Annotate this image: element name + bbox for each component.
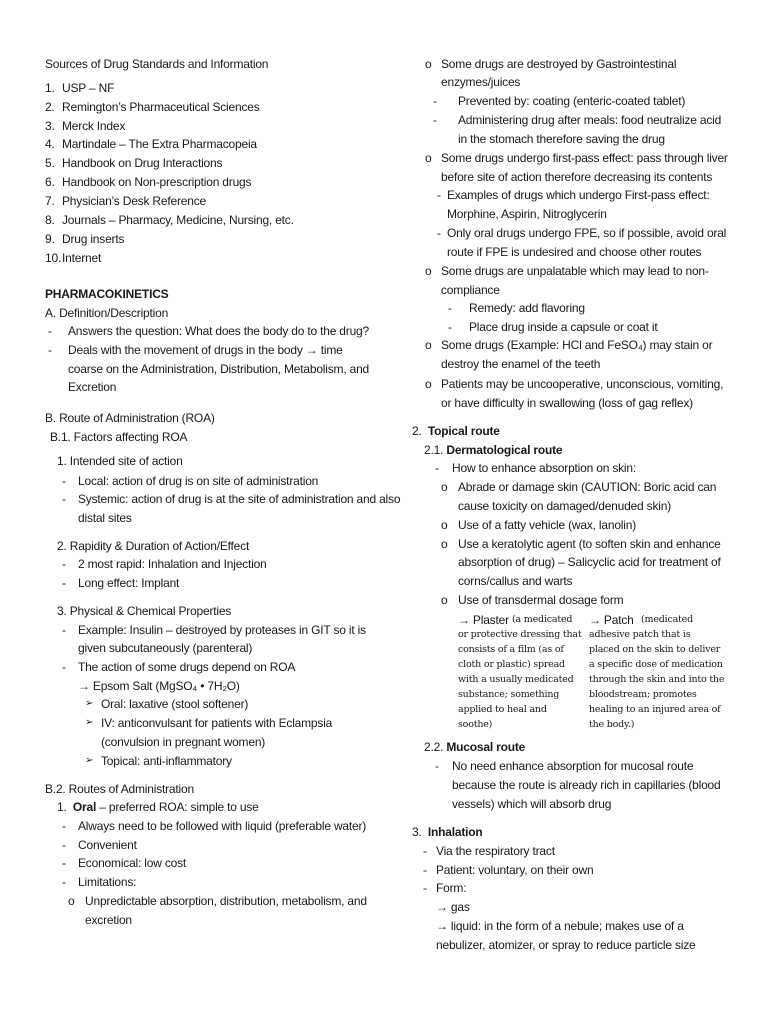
dash-bullet: - [423,844,427,858]
dash-bullet: - [435,461,439,475]
list-item: USP – NF [62,81,115,95]
definition-line: applied to heal and [458,704,547,715]
subheading-definition: A. Definition/Description [45,306,169,320]
list-number: 9. [45,232,55,246]
dash-bullet: - [62,819,66,833]
list-item-continued: excretion [85,913,132,927]
dash-bullet: - [62,623,66,637]
list-item-continued: coarse on the Administration, Distribution, Metabolism, and [68,362,370,376]
list-item: Economical: low cost [78,856,187,870]
dash-bullet: - [433,94,437,108]
list-item: Journals – Pharmacy, Medicine, Nursing, etc. [62,213,294,227]
definition-term: → Patch [589,613,634,627]
list-item-continued: compliance [441,283,500,297]
definition-line: a specific dose of medication [589,659,723,670]
list-item: Handbook on Non-prescription drugs [62,175,252,189]
list-item: Systemic: action of drug is at the site of administration and also [78,492,401,506]
list-item-continued: given subcutaneously (parenteral) [78,641,253,655]
circle-bullet-icon: o [441,593,448,607]
definition-line: bloodstream; promotes [589,689,697,700]
list-item: Remington’s Pharmaceutical Sciences [62,100,260,114]
definition-line: through the skin and into the [589,674,725,685]
definition-line: with a usually medicated [458,674,574,685]
list-item: Handbook on Drug Interactions [62,156,223,170]
list-number: 4. [45,137,55,151]
subroute-name: Mucosal route [446,740,526,754]
arrowhead-bullet-icon: ➢ [85,717,94,728]
definition-line: (medicated [641,614,693,625]
list-item-continued: before site of action therefore decreasing its contents [441,170,713,184]
dash-bullet: - [448,320,452,334]
circle-bullet-icon: o [425,338,432,352]
dash-bullet: - [423,881,427,895]
circle-bullet-icon: o [425,264,432,278]
list-item-continued: route if FPE is undesired and choose other routes [447,245,702,259]
definition-line: healing to an injured area of [589,704,721,715]
dash-bullet: - [62,856,66,870]
dash-bullet: - [62,875,66,889]
list-number: 10. [45,251,62,265]
route-name: Oral [72,800,97,814]
list-item: Patients may be uncooperative, unconscious, vomiting, [441,377,724,391]
list-item-continued: Morphine, Aspirin, Nitroglycerin [447,207,607,221]
dash-bullet: - [48,343,52,357]
dash-bullet: - [433,113,437,127]
list-item: How to enhance absorption on skin: [452,461,636,475]
subroute-number: 2.1. [424,443,444,457]
route-number: 2. [412,424,422,438]
list-item-continued: because the route is already rich in capillaries (blood [452,778,721,792]
subheading-roa: B. Route of Administration (ROA) [45,411,215,425]
list-item: Patient: voluntary, on their own [436,863,594,877]
circle-bullet-icon: o [441,537,448,551]
definition-line: substance; something [458,689,560,700]
list-number: 5. [45,156,55,170]
dash-bullet: - [448,301,452,315]
list-item: Form: [436,881,467,895]
list-item-continued: vessels) which will absorb drug [452,797,612,811]
list-item: Limitations: [78,875,137,889]
dash-bullet: - [62,557,66,571]
dash-bullet: - [437,226,441,240]
definition-line: placed on the skin to deliver [589,644,721,655]
dash-bullet: - [437,188,441,202]
circle-bullet-icon: o [425,151,432,165]
list-item-continued: enzymes/juices [441,75,521,89]
route-number: 3. [412,825,422,839]
dash-bullet: - [62,492,66,506]
definition-line: consists of a film (as of [458,644,564,655]
arrowhead-bullet-icon: ➢ [85,755,94,766]
list-item: Prevented by: coating (enteric-coated tablet) [458,94,686,108]
form-item: → gas [436,900,470,914]
route-heading-inhalation [412,825,483,839]
list-item: Deals with the movement of drugs in the body → time [68,343,343,357]
list-item: Topical: anti-inflammatory [101,754,232,768]
list-item: Some drugs are destroyed by Gastrointestinal [441,57,677,71]
dash-bullet: - [423,863,427,877]
list-item: Use of transdermal dosage form [458,593,624,607]
list-item: Remedy: add flavoring [469,301,585,315]
list-item: 2 most rapid: Inhalation and Injection [78,557,267,571]
list-item: Some drugs (Example: HCl and FeSO₄) may stain or [441,338,713,352]
dash-bullet: - [435,759,439,773]
definition-line: or protective dressing that [458,629,582,640]
route-heading-topical [412,424,500,438]
subheading-b2: B.2. Routes of Administration [45,782,194,796]
list-item: Unpredictable absorption, distribution, metabolism, and [85,894,367,908]
list-item: Some drugs are unpalatable which may lead to non- [441,264,709,278]
list-item: Local: action of drug is on site of administration [78,474,319,488]
list-item: Only oral drugs undergo FPE, so if possible, avoid oral [447,226,727,240]
factor-heading: 2. Rapidity & Duration of Action/Effect [57,539,250,553]
list-number: 2. [45,100,55,114]
definition-line: adhesive patch that is [589,629,691,640]
list-item: Oral: laxative (stool softener) [101,697,249,711]
factor-heading: 3. Physical & Chemical Properties [57,604,232,618]
list-item: Merck Index [62,119,126,133]
subroute-heading-mucosal [424,740,525,754]
section-title-sources: Sources of Drug Standards and Information [45,57,269,71]
list-item-continued: (convulsion in pregnant women) [101,735,266,749]
subroute-name: Dermatological route [446,443,563,457]
list-item-continued: Excretion [68,380,117,394]
list-item: The action of some drugs depend on ROA [78,660,296,674]
route-description: – preferred ROA: simple to use [96,800,259,814]
list-item: Via the respiratory tract [436,844,555,858]
list-number: 8. [45,213,55,227]
list-item: No need enhance absorption for mucosal route [452,759,694,773]
circle-bullet-icon: o [425,377,432,391]
list-item-continued: cause toxicity on damaged/denuded skin) [458,499,672,513]
list-item: Answers the question: What does the body do to the drug? [68,324,369,338]
list-item-continued: corns/callus and warts [458,574,573,588]
form-item-continued: nebulizer, atomizer, or spray to reduce particle size [436,938,696,952]
list-item: IV: anticonvulsant for patients with Eclampsia [101,716,333,730]
list-number: 6. [45,175,55,189]
list-item: Some drugs undergo first-pass effect: pass through liver [441,151,728,165]
definition-line: the body.) [589,719,635,730]
list-item-continued: or have difficulty in swallowing (loss of gag reflex) [441,396,693,410]
dash-bullet: - [62,838,66,852]
list-item: Abrade or damage skin (CAUTION: Boric acid can [458,480,717,494]
factor-heading: 1. Intended site of action [57,454,183,468]
list-item: Internet [62,251,102,265]
route-heading-oral [57,800,259,814]
route-number: 1. [57,800,67,814]
list-item: Martindale – The Extra Pharmacopeia [62,137,257,151]
circle-bullet-icon: o [441,518,448,532]
list-item: Use a keratolytic agent (to soften skin and enhance [458,537,721,551]
definition-line: cloth or plastic) spread [458,659,565,670]
list-item: Convenient [78,838,137,852]
definition-line: soothe) [458,719,493,730]
dash-bullet: - [62,474,66,488]
circle-bullet-icon: o [68,894,75,908]
definition-line: (a medicated [512,614,573,625]
list-item: Examples of drugs which undergo First-pass effect: [447,188,710,202]
route-name: Inhalation [427,825,483,839]
definition-term: → Plaster [458,613,509,627]
subroute-heading-dermatological [424,443,562,457]
subheading-b1: B.1. Factors affecting ROA [50,430,188,444]
list-item-continued: destroy the enamel of the teeth [441,357,601,371]
list-item: Place drug inside a capsule or coat it [469,320,658,334]
list-item: Example: Insulin – destroyed by proteases in GIT so it is [78,623,366,637]
list-item: Always need to be followed with liquid (preferable water) [78,819,367,833]
circle-bullet-icon: o [425,57,432,71]
dash-bullet: - [48,324,52,338]
list-item: Long effect: Implant [78,576,180,590]
epsom-salt-line: → Epsom Salt (MgSO₄ • 7H₂O) [78,679,240,693]
circle-bullet-icon: o [441,480,448,494]
list-item: Physician’s Desk Reference [62,194,206,208]
subroute-number: 2.2. [424,740,444,754]
list-item-continued: absorption of drug) – Salicyclic acid for treatment of [458,555,721,569]
dash-bullet: - [62,660,66,674]
route-name: Topical route [427,424,500,438]
section-title-pharmacokinetics: PHARMACOKINETICS [45,287,169,301]
dash-bullet: - [62,576,66,590]
list-item-continued: distal sites [78,511,132,525]
list-number: 1. [45,81,55,95]
list-number: 3. [45,119,55,133]
list-number: 7. [45,194,55,208]
list-item: Administering drug after meals: food neutralize acid [458,113,722,127]
arrowhead-bullet-icon: ➢ [85,698,94,709]
list-item-continued: in the stomach therefore saving the drug [458,132,665,146]
list-item: Drug inserts [62,232,125,246]
list-item: Use of a fatty vehicle (wax, lanolin) [458,518,637,532]
form-item: → liquid: in the form of a nebule; makes use of a [436,919,684,933]
